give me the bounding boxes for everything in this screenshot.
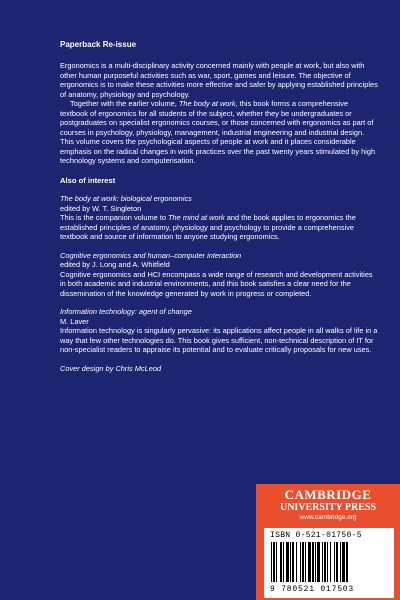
barcode-bar <box>342 542 345 582</box>
book-description: Cognitive ergonomics and HCI encompass a wide range of research and development activities in both academic and industrial environments, and this book satisfies a clear need for the dissemination of the knowledge generated by work in progress or completed. <box>60 269 373 298</box>
barcode-bar <box>317 542 320 582</box>
book-editor: edited by W. T. Singleton <box>60 203 142 213</box>
book-title: Cognitive ergonomics and human–computer interaction <box>60 250 242 260</box>
barcode-bar <box>273 542 275 582</box>
barcode-panel <box>264 528 394 598</box>
barcode-bar <box>296 542 297 582</box>
barcode-bar <box>292 542 294 582</box>
isbn-label: ISBN 0-521-01750-5 <box>270 531 362 540</box>
barcode-bar <box>312 542 314 582</box>
publisher-url: www.cambridge.org <box>299 514 357 521</box>
cover-credit: Cover design by Chris McLeod <box>60 363 162 373</box>
barcode-bar <box>334 542 335 582</box>
barcode-bar <box>330 542 331 582</box>
book-description: Information technology is singularly pervasive: its applications affect people in all walks of life in a way that few other technologies do. This book gives sufficient, non-technical description of IT for non-specialist readers to appraise its potential and to evaluate critically proposals for new uses. <box>60 326 378 354</box>
book-entry-2 <box>60 251 378 299</box>
book-entry-1 <box>60 194 378 242</box>
barcode-bar <box>283 542 284 582</box>
barcode-bar <box>324 542 326 582</box>
barcode-bar <box>280 542 282 582</box>
cover-text <box>60 40 378 373</box>
book-editor: M. Laver <box>60 316 89 326</box>
book-title: Information technology: agent of change <box>60 307 192 316</box>
barcode-number: 9 780521 017503 <box>270 585 355 594</box>
barcode-bar <box>271 542 272 582</box>
barcode-bar <box>340 542 341 582</box>
barcode-bar <box>315 542 316 582</box>
barcode-bar <box>346 542 348 582</box>
publisher-name: CAMBRIDGE <box>284 487 372 502</box>
page-title: Paperback Re-issue <box>60 40 137 49</box>
book-editor: edited by J. Long and A. Whitfield <box>60 260 170 269</box>
barcode-bar <box>286 542 289 582</box>
description-paragraph-2: Together with the earlier volume, The body at work, this book forms a comprehensive textbook of ergonomics for all students of the subject, whether they be undergraduates or postgraduates on specialist ergonomics courses, or those concerned with ergonomics as part of courses in psychology, physiology, management, industrial engineering and industrial design. This volume covers the psychological aspects of people at work and it places considerable emphasis on the radical changes in work practices over the past twenty years stimulated by high technology systems and computerisation. <box>60 99 376 165</box>
barcode-bar <box>276 542 277 582</box>
publisher-subtitle: UNIVERSITY PRESS <box>279 502 377 513</box>
barcode-bar <box>327 542 328 582</box>
barcode-bar <box>336 542 338 582</box>
also-of-interest-heading: Also of interest <box>60 175 116 185</box>
publisher-box <box>256 484 400 600</box>
description-paragraph-1: Ergonomics is a multi-disciplinary activity concerned mainly with people at work, but also with other human purposeful activities such as war, sport, games and leisure. The objective of ergonomics is to make these activities more effective and safer by applying established principles of anatomy, physiology and psychology. <box>60 61 378 99</box>
book-title: The body at work: biological ergonomics <box>60 194 192 203</box>
barcode-bar <box>322 542 323 582</box>
book-entry-3 <box>60 307 378 355</box>
barcode-bar <box>308 542 311 582</box>
barcode-bar <box>305 542 306 582</box>
book-description: This is the companion volume to The mind at work and the book applies to ergonomics the established principles of anatomy, physiology and psychology to provide a comprehensive textbook and source of information to anyone studying ergonomics. <box>60 213 356 241</box>
barcode-bar <box>302 542 304 582</box>
barcode-icon <box>269 542 389 584</box>
body-at-work-title: The body at work <box>178 99 236 108</box>
barcode-bar <box>300 542 301 582</box>
barcode-bar <box>290 542 291 582</box>
